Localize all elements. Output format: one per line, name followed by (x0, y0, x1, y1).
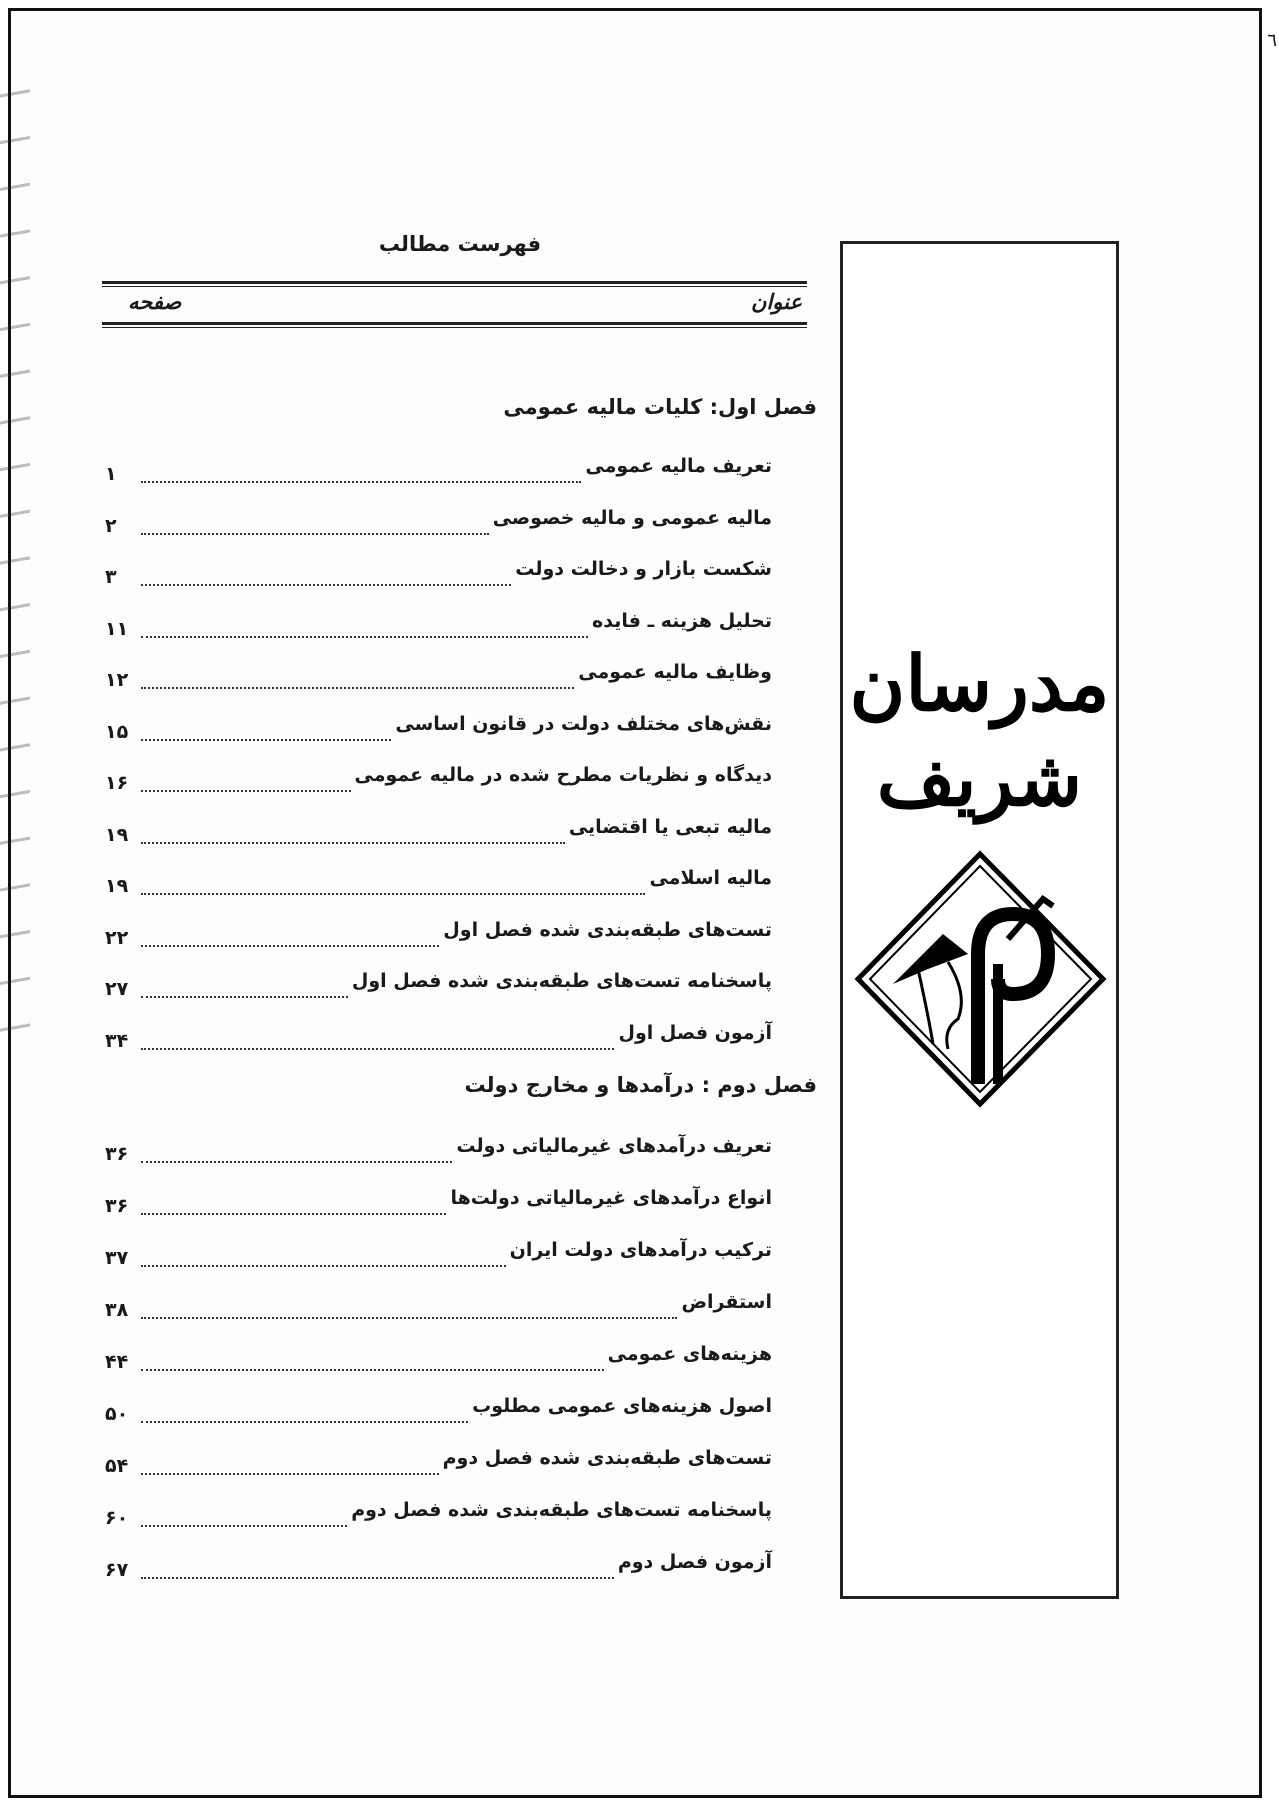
toc-leader-dots (141, 893, 645, 895)
toc-entry[interactable] (105, 1395, 772, 1425)
toc-entry-page: ۱۹ (105, 823, 129, 846)
toc-entry[interactable] (105, 1022, 772, 1052)
toc-leader-dots (141, 945, 439, 947)
column-header-title: عنوان (751, 290, 802, 314)
toc-entry-page: ۵۴ (105, 1455, 129, 1477)
toc-entry-label: تعریف مالیه عمومی (585, 455, 772, 477)
brand-name-line2: شریف (876, 734, 1083, 823)
toc-entry-page: ۳۷ (105, 1247, 129, 1269)
toc-entry[interactable] (105, 1291, 772, 1321)
toc-entry-page: ۳۸ (105, 1299, 129, 1321)
toc-entry-label: وظایف مالیه عمومی (578, 661, 772, 683)
toc-entry-label: اصول هزینه‌های عمومی مطلوب (472, 1395, 772, 1417)
chapter-1-heading: فصل اول: کلیات مالیه عمومی (503, 395, 817, 419)
toc-entry-label: آزمون فصل دوم (617, 1551, 772, 1573)
header-rule-bottom-thin (102, 327, 807, 328)
toc-title: فهرست مطالب (378, 232, 542, 256)
toc-entry-label: هزینه‌های عمومی (607, 1343, 772, 1365)
brand-name-line1: مدرسان (849, 639, 1110, 728)
toc-entry-page: ۲۷ (105, 978, 129, 1000)
toc-leader-dots (141, 533, 489, 535)
toc-leader-dots (141, 687, 574, 689)
toc-entry-label: انواع درآمدهای غیرمالیاتی دولت‌ها (450, 1187, 772, 1209)
toc-leader-dots (141, 1161, 452, 1163)
toc-entry-page: ۱۲ (105, 669, 129, 691)
corner-mark: ٦ (1267, 30, 1277, 51)
toc-entry[interactable] (105, 558, 772, 588)
toc-entry[interactable] (105, 919, 772, 949)
toc-entry-label: نقش‌های مختلف دولت در قانون اساسی (395, 712, 772, 735)
toc-entry-page: ۲ (105, 514, 117, 537)
chapter-2-heading: فصل دوم : درآمدها و مخارج دولت (464, 1073, 817, 1097)
toc-leader-dots (141, 1421, 468, 1423)
toc-entry-page: ۶۷ (105, 1559, 129, 1581)
toc-entry-label: دیدگاه و نظریات مطرح شده در مالیه عمومی (354, 764, 772, 786)
toc-entry[interactable] (105, 1551, 772, 1581)
header-rule-top-thin (102, 286, 807, 287)
toc-entry[interactable] (105, 1187, 772, 1217)
toc-entry[interactable] (105, 610, 772, 640)
toc-entry-label: پاسخنامه تست‌های طبقه‌بندی شده فصل دوم (351, 1499, 772, 1521)
toc-leader-dots (141, 1048, 614, 1050)
toc-entry[interactable] (105, 1447, 772, 1477)
toc-leader-dots (141, 996, 348, 998)
toc-entry-label: تست‌های طبقه‌بندی شده فصل اول (443, 918, 772, 941)
toc-leader-dots (141, 842, 565, 844)
toc-entry[interactable] (105, 1343, 772, 1373)
header-rule-top (102, 281, 807, 284)
toc-entry[interactable] (105, 713, 772, 743)
toc-leader-dots (141, 1265, 506, 1267)
toc-entry[interactable] (105, 1239, 772, 1269)
toc-entry-label: مالیه تبعی یا اقتضایی (568, 815, 772, 838)
toc-entry-page: ۳۴ (105, 1029, 129, 1052)
toc-entry-label: تحلیل هزینه ـ فایده (592, 609, 772, 632)
toc-leader-dots (141, 1317, 677, 1319)
toc-entry-page: ۵۰ (105, 1403, 129, 1425)
toc-entry-label: پاسخنامه تست‌های طبقه‌بندی شده فصل اول (351, 970, 772, 992)
toc-entry-label: تست‌های طبقه‌بندی شده فصل دوم (442, 1447, 772, 1469)
toc-entry-label: مالیه اسلامی (649, 867, 772, 889)
toc-entry-page: ۱ (105, 463, 117, 485)
toc-entry-label: شکست بازار و دخالت دولت (515, 558, 772, 580)
toc-entry-page: ۶۰ (105, 1507, 129, 1529)
toc-leader-dots (141, 1577, 614, 1579)
toc-entry[interactable] (105, 1499, 772, 1529)
toc-entry-label: مالیه عمومی و مالیه خصوصی (492, 506, 772, 529)
toc-leader-dots (141, 584, 511, 586)
toc-entry-page: ۱۹ (105, 875, 129, 897)
toc-leader-dots (141, 739, 391, 741)
sharif-teachers-logo-icon (848, 844, 1113, 1114)
toc-entry-page: ۳۶ (105, 1143, 129, 1165)
toc-leader-dots (141, 481, 581, 483)
toc-entry-page: ۴۴ (105, 1351, 129, 1373)
toc-entry[interactable] (105, 455, 772, 485)
toc-entry-label: ترکیب درآمدهای دولت ایران (509, 1239, 772, 1261)
brand-panel (840, 241, 1119, 1599)
toc-entry-label: استقراض (681, 1291, 772, 1313)
toc-entry-page: ۱۶ (105, 772, 129, 794)
binding-holes (0, 60, 30, 1060)
toc-entry[interactable] (105, 1135, 772, 1165)
toc-leader-dots (141, 1369, 604, 1371)
toc-entry-page: ۱۱ (105, 617, 129, 640)
toc-leader-dots (141, 1473, 439, 1475)
toc-leader-dots (141, 636, 588, 638)
toc-leader-dots (141, 790, 351, 792)
toc-leader-dots (141, 1525, 347, 1527)
toc-entry-page: ۱۵ (105, 720, 129, 743)
column-header-page: صفحه (128, 290, 182, 314)
toc-entry[interactable] (105, 867, 772, 897)
toc-entry[interactable] (105, 816, 772, 846)
header-rule-bottom (102, 322, 807, 325)
toc-entry-page: ۲۲ (105, 926, 129, 949)
toc-entry-label: آزمون فصل اول (618, 1021, 772, 1044)
toc-entry[interactable] (105, 507, 772, 537)
toc-leader-dots (141, 1213, 446, 1215)
toc-entry-label: تعریف درآمدهای غیرمالیاتی دولت (456, 1135, 772, 1157)
toc-entry[interactable] (105, 764, 772, 794)
toc-entry[interactable] (105, 970, 772, 1000)
toc-entry[interactable] (105, 661, 772, 691)
toc-entry-page: ۳ (105, 566, 117, 588)
toc-entry-page: ۳۶ (105, 1195, 129, 1217)
